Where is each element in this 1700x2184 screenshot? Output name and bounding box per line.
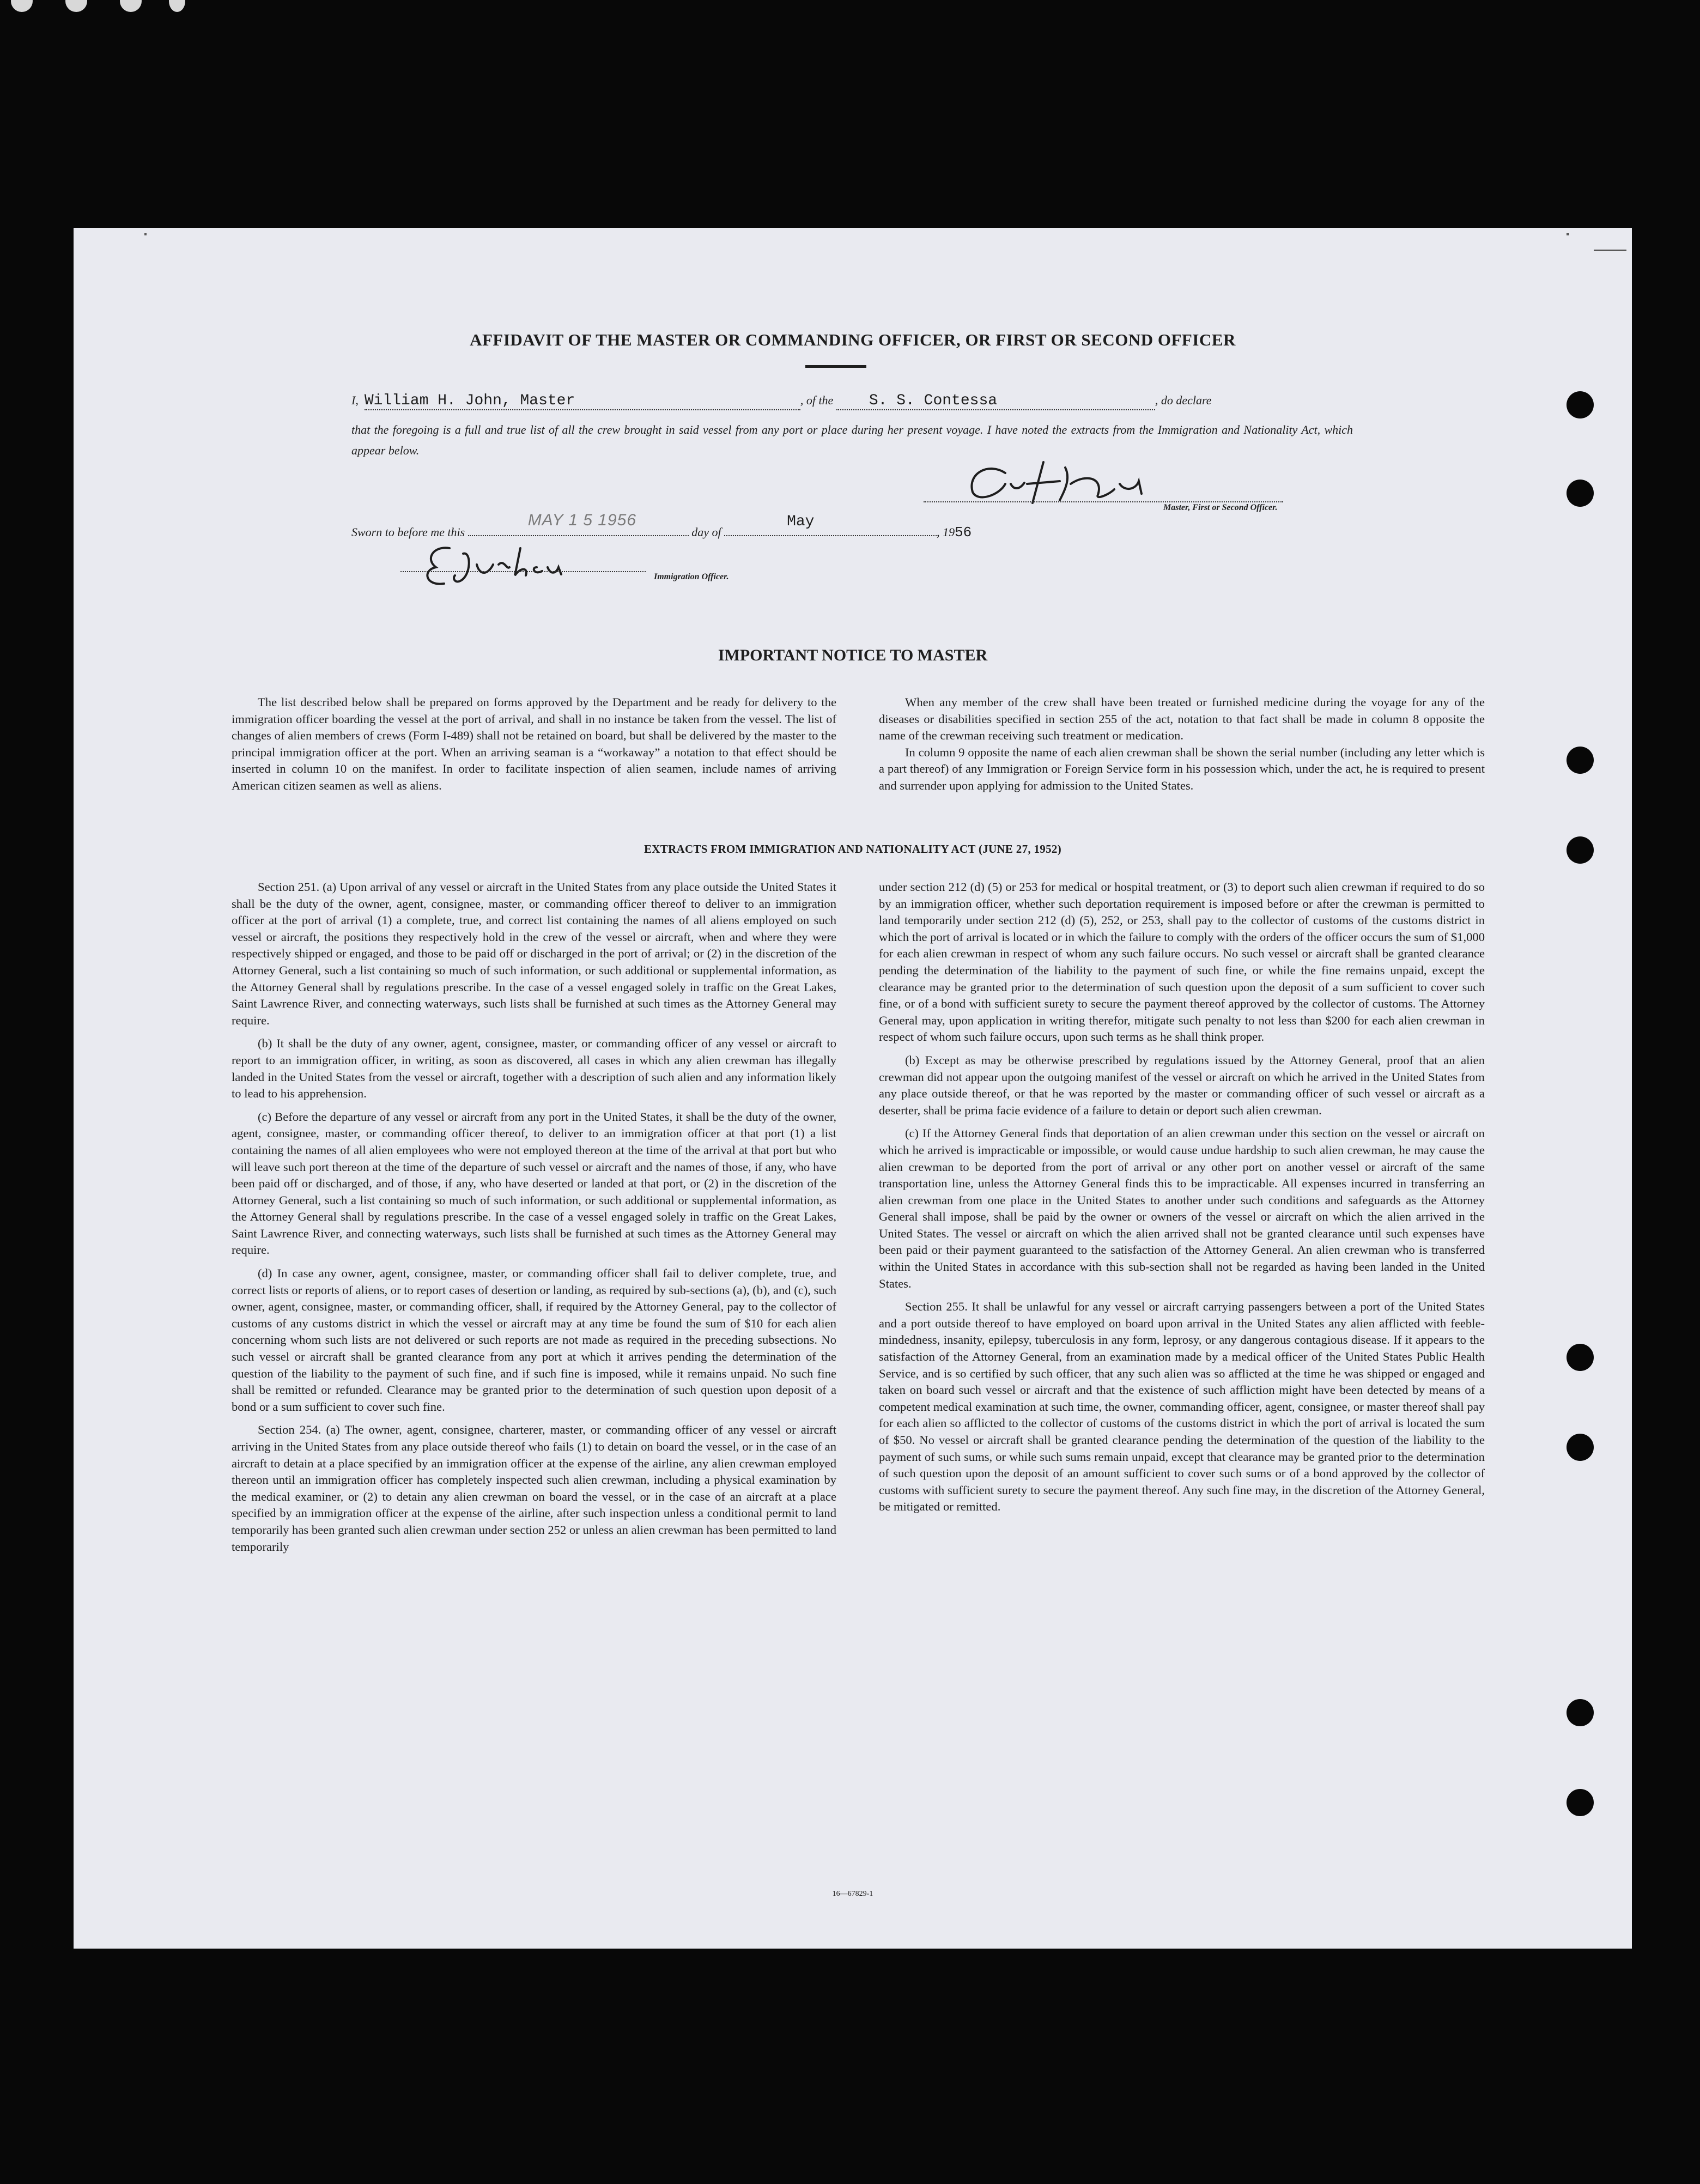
of-the-label: , of the — [800, 393, 834, 407]
form-code: 16—67829-1 — [832, 1890, 873, 1898]
section-paragraph: (b) Except as may be otherwise prescribed by regulations issued by the Attorney General, proof that an alien crewman did not appear upon the outgoing manifest of the vessel or aircraft on which he arrived in the United States from any place outside thereof, or that he was reported by the master or commanding officer of such vessel or aircraft as a deserter, shall be prima facie evidence of a failure to detain or deport such alien crewman. — [879, 1053, 1485, 1117]
punch-hole — [1567, 1789, 1594, 1816]
section-paragraph: (c) If the Attorney General finds that deportation of an alien crewman under this section on the vessel or aircraft on which he arrived is impracticable or impossible, or would cause undue hardship to such alien crewman, he may cause the alien crewman to be deported from the port of arrival or any other port on another vessel or aircraft of the same transportation line, unless the Attorney General finds this to be impracticable. All expenses incurred in transferring an alien crewman from one place in the United States to another under such conditions and safeguards as the Attorney General shall impose, shall be paid by the owner or owners of the vessel or aircraft on which the alien arrived in the United States. The vessel or aircraft on which the alien arrived shall not be granted clearance until such expenses have been paid or their payment guaranteed to the satisfaction of the Attorney General. An alien crewman who is transferred within the United States in accordance with this sub-section shall not be regarded as having been landed in the United States. — [879, 1126, 1485, 1290]
scan-speck — [1567, 233, 1569, 235]
extracts-title: EXTRACTS FROM IMMIGRATION AND NATIONALITY ACT (JUNE 27, 1952) — [644, 842, 1061, 856]
scan-speck — [1594, 250, 1626, 251]
master-signature — [924, 451, 1283, 511]
notice-left-paragraph: The list described below shall be prepared on forms approved by the Department and be ready for delivery to the immigration officer boarding the vessel at the port of arrival, and shall in no instance be taken from the vessel. The list of changes of alien members of crews (Form I-489) shall not be retained on board, but shall be delivered by the master to the principal immigration officer at the port. When an arriving seaman is a “workaway” a notation to that effect should be inserted in column 10 on the manifest. In order to facilitate inspection of alien seamen, include names of arriving American citizen seamen as well as aliens. — [232, 695, 836, 792]
punch-hole — [1567, 747, 1594, 774]
section-paragraph: Section 251. (a) Upon arrival of any vessel or aircraft in the United States from any place outside the United States it shall be the duty of the owner, agent, consignee, master, or commanding officer thereof to deliver to an immigration officer at the port of arrival (1) a complete, true, and correct list containing the names of all aliens employed on such vessel or aircraft, the positions they respectively hold in the crew of the vessel or aircraft, when and where they were respectively shipped or engaged, and those to be paid off or discharged in the port of arrival; or (2) in the discretion of the Attorney General, such a list containing so much of such information, or such additional or supplemental information, as the Attorney General shall by regulations prescribe. In the case of a vessel engaged solely in traffic on the Great Lakes, Saint Lawrence River, and connecting waterways, such lists shall be furnished at such times as the Attorney General may require. — [232, 880, 836, 1027]
year-field: 56 — [955, 524, 972, 541]
section-paragraph: (b) It shall be the duty of any owner, agent, consignee, master, or commanding officer of any vessel or aircraft to report to an immigration officer, in writing, as soon as discovered, all cases in which any alien crewman has illegally landed in the United States from the vessel or aircraft, together with a description of such alien and any information likely to lead to his apprehension. — [232, 1036, 836, 1101]
title-rule — [805, 365, 866, 368]
sworn-label: Sworn to before me this — [351, 525, 465, 539]
section-paragraph: under section 212 (d) (5) or 253 for medical or hospital treatment, or (3) to deport such alien crewman if required to do so by an immigration officer, whether such deportation requirement is imposed before or after the crewman is permitted to land temporarily under section 212 (d) (5), 252, or 253, shall pay to the collector of customs of the customs district in which the port of arrival is located or in which the failure to comply with the orders of the officer occurs the sum of $1,000 for each alien crewman in respect of whom any such failure occurs. No such vessel or aircraft shall be granted clearance pending the determination of the liability to the payment of such fine, or while the fine remains unpaid, except the clearance may be granted prior to the determination of such question upon the deposit of a sum sufficient to cover such fine, or of a bond with sufficient surety to secure the payment thereof approved by the collector of customs. The Attorney General may, upon application in writing therefor, mitigate such penalty to not less than $200 for each alien crewman in respect of whom such failure occurs, upon such terms as he shall think proper. — [879, 880, 1485, 1044]
master-name-field: William H. John, Master — [365, 392, 800, 410]
punch-hole — [1567, 1434, 1594, 1461]
scan-speck — [144, 233, 147, 235]
date-stamp: MAY 1 5 1956 — [527, 511, 637, 529]
declaration-line — [351, 390, 1211, 410]
punch-hole — [1567, 1344, 1594, 1371]
section-paragraph: Section 254. (a) The owner, agent, consignee, charterer, master, or commanding officer of any vessel or aircraft arriving in the United States from any place outside thereof who fails (1) to detain on board the vessel, or in the case of an aircraft to detain at a place specified by an immigration officer at the expense of the airline, any alien crewman employed thereon until an immigration officer has completely inspected such alien crewman, including a physical examination by the medical examiner, or (2) to detain any alien crewman on board the vessel, or in the case of an aircraft at a place specified by an immigration officer at the expense of the airline, after such inspection unless a conditional permit to land temporarily has been granted such alien crewman under section 252 or unless an alien crewman has been permitted to land temporarily — [232, 1423, 836, 1554]
punch-hole — [1567, 480, 1594, 507]
vessel-name-field: S. S. Contessa — [836, 392, 1155, 410]
declaration-text: that the foregoing is a full and true list of all the crew brought in said vessel from any port or place during her present voyage. I have noted the extracts from the Immigration and Nationality Act, which appear below. — [351, 423, 1353, 457]
extracts-right-column — [879, 879, 1485, 1515]
notice-right-column — [879, 694, 1485, 794]
immigration-officer-signature — [411, 537, 684, 592]
year-prefix: , 19 — [937, 525, 955, 539]
section-paragraph: Section 255. It shall be unlawful for any vessel or aircraft carrying passengers between a port of the United States and a port outside thereof to have employed on board upon arrival in the United States any alien afflicted with feeble-mindedness, insanity, epilepsy, tuberculosis in any form, leprosy, or any dangerous contagious disease. If it appears to the satisfaction of the Attorney General, from an examination made by a medical officer of the United States Public Health Service, and is so certified by such officer, that any such alien was so afflicted at the time he was shipped or engaged and taken on board such vessel or aircraft and that the existence of such affliction might have been detected by means of a competent medical examination at such time, the owner, commanding officer, agent, consignee, or master thereof shall pay for each alien so afflicted to the collector of customs of the customs district in which the port of arrival is located the sum of $50. No vessel or aircraft shall be granted clearance pending the determination of the question of the liability to the payment of such sums, or while such sums remain unpaid, except that clearance may be granted prior to the determination of such question upon the deposit of an amount sufficient to cover such sums or of a bond approved by the collector of customs with sufficient surety to secure the payment thereof. Any such fine may, in the discretion of the Attorney General, be mitigated or remitted. — [879, 1300, 1485, 1514]
day-of-label: day of — [691, 525, 721, 539]
notice-right-paragraph: When any member of the crew shall have been treated or furnished medicine during the voyage for any of the diseases or disabilities specified in section 255 of the act, notation to that fact shall be made in column 8 opposite the name of the crewman receiving such treatment or medication. — [879, 695, 1485, 743]
section-paragraph: (d) In case any owner, agent, consignee, master, or commanding officer shall fail to deliver complete, true, and correct lists or reports of aliens, or to report cases of desertion or landing, as required by sub-sections (a), (b), and (c), such owner, agent, consignee, master, or commanding officer, shall, if required by the Attorney General, pay to the collector of customs of any customs district in which the vessel or aircraft may at any time be found the sum of $10 for each alien concerning whom such lists are not delivered or such reports are not made as required in the preceding subsections. No such vessel or aircraft shall be granted clearance from any port at which it arrives pending the determination of the question of the liability to the payment of such fine, and if such fine is imposed, while it remains unpaid. No such fine shall be remitted or refunded. Clearance may be granted prior to the determination of such question upon deposit of a bond or a sum sufficient to cover such fine. — [232, 1266, 836, 1413]
punch-hole — [1567, 1699, 1594, 1726]
document-page — [74, 228, 1632, 1949]
declaration-prefix: I, — [351, 393, 359, 407]
punch-hole — [1567, 391, 1594, 418]
master-signature-caption: Master, First or Second Officer. — [1163, 503, 1278, 512]
extracts-left-column — [232, 879, 836, 1555]
film-top-edge-marks — [0, 0, 196, 16]
notice-right-paragraph: In column 9 opposite the name of each alien crewman shall be shown the serial number (including any letter which is a part thereof) of any Immigration or Foreign Service form in his possession which, under the act, he is required to present and surrender upon applying for admission to the United States. — [879, 745, 1485, 792]
do-declare-label: , do declare — [1155, 393, 1212, 407]
immigration-officer-caption: Immigration Officer. — [654, 572, 729, 581]
notice-left-column — [232, 694, 836, 794]
affidavit-title: AFFIDAVIT OF THE MASTER OR COMMANDING OFFICER, OR FIRST OR SECOND OFFICER — [470, 330, 1236, 349]
month-field: May — [787, 513, 815, 530]
section-paragraph: (c) Before the departure of any vessel or aircraft from any port in the United States, it shall be the duty of the owner, agent, consignee, master, or commanding officer thereof, to deliver to an immigration officer at that port (1) a list containing the names of all alien employees who were not employed thereon at the time of the arrival at that port but who will leave such port thereon at the time of the departure of such vessel or aircraft and the names of those, if any, who have been paid off or discharged, and of those, if any, who have deserted or landed at that port, or (2) in the discretion of the Attorney General, such a list containing so much of such information, or such additional or supplemental information, as the Attorney General shall by regulations prescribe. In the case of a vessel engaged solely in traffic on the Great Lakes, Saint Lawrence River, and connecting waterways, such lists shall be furnished at such times as the Attorney General may require. — [232, 1109, 836, 1257]
notice-title: IMPORTANT NOTICE TO MASTER — [718, 646, 988, 664]
